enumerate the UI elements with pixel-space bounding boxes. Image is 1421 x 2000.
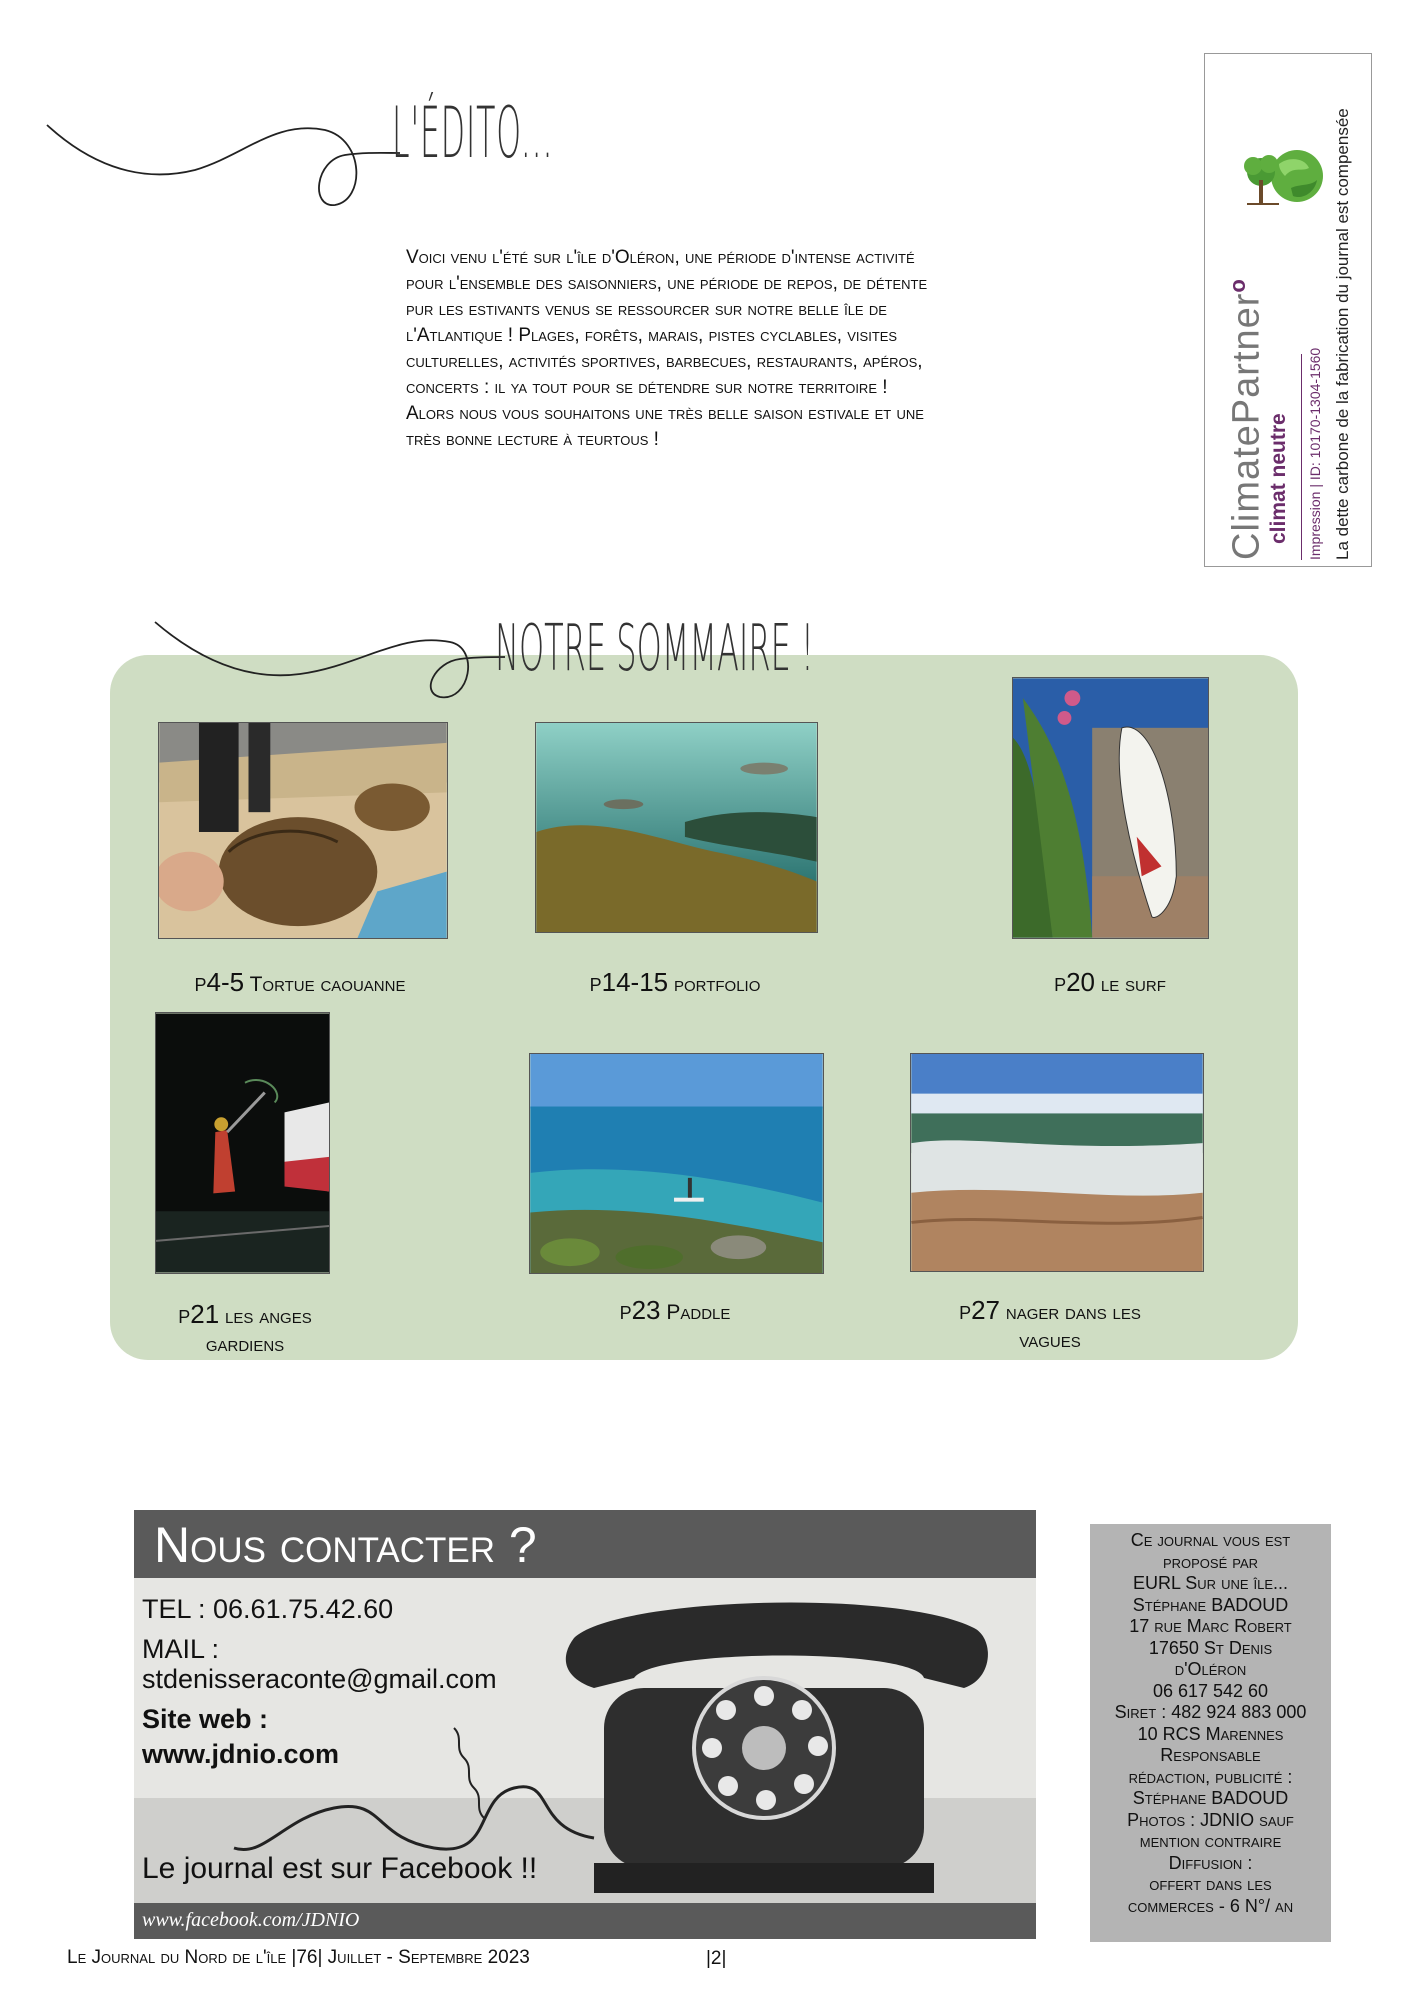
brand-degree-mark: o — [1225, 278, 1250, 293]
edito-swirl-ornament — [45, 100, 405, 220]
edito-line: pour l'ensemble des saisonniers, une période de repos, de détente — [406, 273, 928, 294]
info-line: Responsable — [1160, 1745, 1261, 1765]
facebook-url[interactable]: www.facebook.com/JDNIO — [142, 1909, 360, 1931]
info-line: commerces - 6 N°/ an — [1127, 1895, 1294, 1916]
item-label: portfolio — [673, 973, 761, 996]
contact-facebook-line: Le journal est sur Facebook !! — [142, 1852, 538, 1885]
sommaire-item-caption — [960, 968, 1260, 999]
paddle-photo — [529, 1053, 824, 1274]
contact-phone: TEL : 06.61.75.42.60 — [142, 1594, 394, 1624]
contact-site-label: Site web : — [142, 1704, 269, 1734]
sommaire-item-caption — [140, 968, 460, 999]
climate-partner-label — [1204, 53, 1372, 567]
climate-impression-id: Impression | ID: 10170-1304-1560 — [1307, 347, 1323, 560]
item-label: nager dans les — [1005, 1301, 1141, 1324]
page-number: p14-15 — [589, 967, 669, 997]
edito-line: l'Atlantique ! Plages, forêts, marais, pistes cyclables, visites — [406, 325, 898, 346]
footer-page-number: |2| — [706, 1948, 727, 1969]
item-label: Tortue caouanne — [249, 973, 406, 996]
info-line: 10 RCS Marennes — [1137, 1723, 1284, 1744]
item-label: le surf — [1100, 973, 1166, 996]
info-line: Photos : JDNIO sauf — [1127, 1809, 1294, 1830]
info-line: Stéphane BADOUD — [1132, 1788, 1289, 1808]
waves-beach-photo — [910, 1053, 1204, 1272]
info-line: d'Oléron — [1174, 1659, 1247, 1679]
edito-line: Alors nous vous souhaitons une très belle saison estivale et une — [406, 403, 924, 424]
climate-divider — [1301, 354, 1302, 560]
edito-line: très bonne lecture à teurtous ! — [406, 429, 659, 450]
contact-footer-bar — [134, 1903, 1036, 1939]
edito-line: pur les estivants venus se ressourcer sur notre belle île de — [406, 299, 887, 320]
edito-title: L'ÉDITO... — [392, 92, 554, 174]
info-line: Ce journal vous est — [1130, 1530, 1291, 1550]
page-number: p27 — [959, 1295, 1001, 1325]
climate-neutral-label: climat neutre — [1267, 413, 1290, 544]
info-line: 17650 St Denis — [1148, 1637, 1273, 1658]
edito-body — [406, 245, 1126, 453]
item-label-line2: vagues — [1019, 1329, 1081, 1352]
item-label-line2: gardiens — [205, 1333, 285, 1356]
page-number: p23 — [619, 1295, 661, 1325]
sommaire-item-caption — [900, 1296, 1200, 1355]
sommaire-item-caption — [130, 1300, 360, 1359]
contact-mail-label: MAIL : — [142, 1634, 220, 1664]
climate-brand: ClimatePartner$^o$ — [1225, 278, 1268, 560]
contact-header — [134, 1510, 1036, 1578]
contact-box — [134, 1510, 1036, 1939]
edito-line: culturelles, activités sportives, barbecues, restaurants, apéros, — [406, 351, 923, 372]
info-line: Diffusion : — [1168, 1852, 1253, 1873]
info-line: 17 rue Marc Robert — [1129, 1616, 1292, 1636]
surfboard-photo — [1012, 677, 1209, 939]
info-line: Siret : 482 924 883 000 — [1114, 1702, 1307, 1722]
publisher-info-box — [1090, 1524, 1331, 1942]
page-number: p4-5 — [194, 967, 245, 997]
info-line: offert dans les — [1149, 1874, 1272, 1894]
sommaire-item-caption — [520, 1296, 830, 1327]
underwater-photo — [535, 722, 818, 933]
turtle-photo — [158, 722, 448, 939]
sommaire-swirl-ornament — [150, 612, 510, 712]
edito-line: Voici venu l'été sur l'île d'Oléron, une période d'intense activité — [406, 247, 915, 268]
info-line: rédaction, publicité : — [1128, 1766, 1293, 1787]
globe-tree-icon — [1239, 142, 1329, 212]
rescue-night-photo — [155, 1012, 330, 1274]
sommaire-item-caption — [520, 968, 830, 999]
info-line: mention contraire — [1139, 1831, 1282, 1851]
item-label: les anges — [225, 1305, 312, 1328]
info-line: EURL Sur une île... — [1132, 1573, 1289, 1593]
info-line: 06 617 542 60 — [1152, 1680, 1269, 1701]
footer-journal-info: Le Journal du Nord de l'île |76| Juillet - Septembre 2023 — [67, 1947, 530, 1968]
contact-email[interactable]: stdenisseraconte@gmail.com — [142, 1664, 497, 1694]
edito-line: concerts : il ya tout pour se détendre sur notre territoire ! — [406, 377, 888, 398]
info-line: Stéphane BADOUD — [1132, 1594, 1289, 1615]
info-line: proposé par — [1162, 1551, 1259, 1572]
item-label: Paddle — [666, 1301, 731, 1324]
contact-website[interactable]: www.jdnio.com — [142, 1739, 340, 1769]
page-number: p21 — [178, 1299, 220, 1329]
page-number: p20 — [1054, 967, 1096, 997]
contact-title: Nous contacter ? — [154, 1517, 537, 1573]
climate-statement: La dette carbone de la fabrication du journal est compensée — [1333, 108, 1352, 560]
sommaire-title: NOTRE SOMMAIRE ! — [495, 612, 814, 686]
